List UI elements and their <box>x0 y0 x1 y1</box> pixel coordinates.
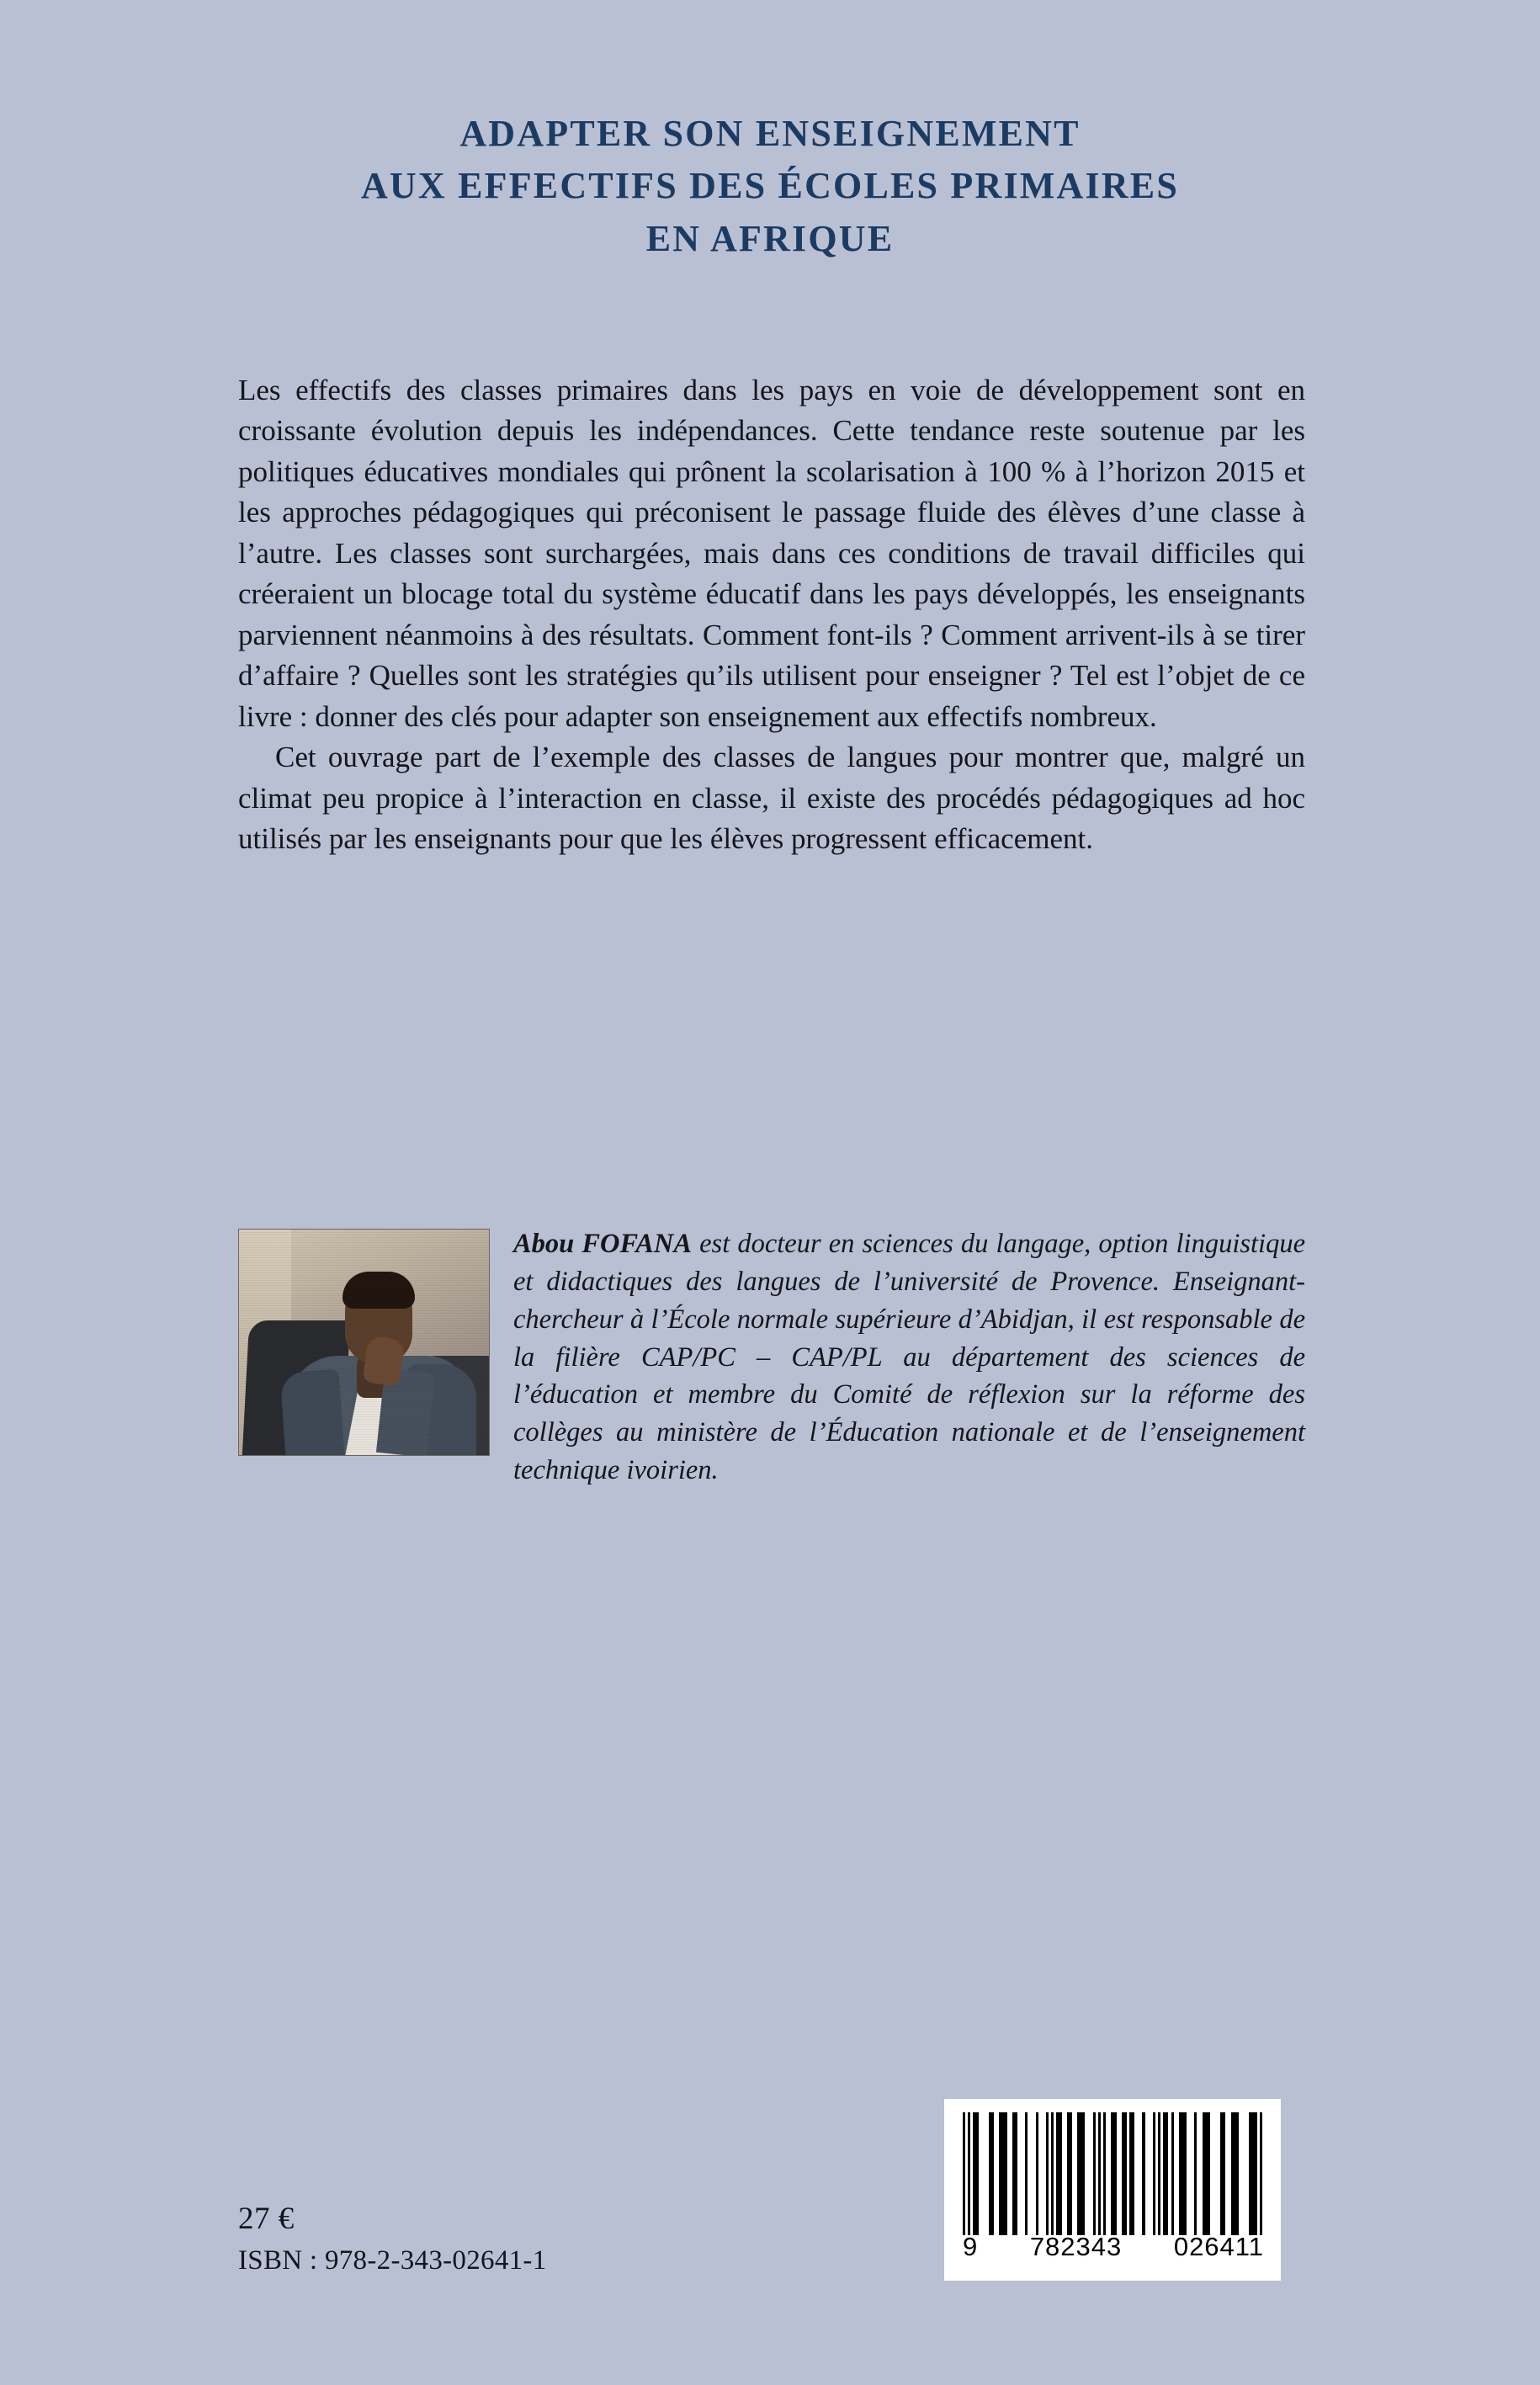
barcode-bars <box>963 2112 1262 2235</box>
title-line-3: EN AFRIQUE <box>645 217 895 259</box>
blurb-text <box>238 370 1305 860</box>
author-bio-block <box>238 1225 1305 1490</box>
photo-grain-overlay <box>239 1230 489 1455</box>
isbn-label: ISBN : 978-2-343-02641-1 <box>238 2245 547 2276</box>
price-label: 27 € <box>238 2202 295 2236</box>
author-bio-text: est docteur en sciences du langage, option linguistique et didactiques des langues de l’université de Provence. Enseignant-chercheur à l’École normale supérieure d’Abidjan, il est responsable de la filière CAP/PC – CAP/PL au département des sciences de l’éducation et membre du Comité de réflexion sur la réforme des collèges au ministère de l’Éducation nationale et de l’enseignement technique ivoirien. <box>513 1229 1305 1486</box>
title-line-1: ADAPTER SON ENSEIGNEMENT <box>459 113 1081 154</box>
title-line-2: AUX EFFECTIFS DES ÉCOLES PRIMAIRES <box>360 165 1180 207</box>
author-portrait-photo <box>238 1229 490 1456</box>
barcode-group-2: 026411 <box>1173 2232 1264 2261</box>
blurb-paragraph-1: Les effectifs des classes primaires dans les pays en voie de développement sont en croissante évolution depuis les indépendances. Cette tendance reste soutenue par les politiques éducatives mondiales qui prônent la scolarisation à 100 % à l’horizon 2015 et les approches pédagogiques qui préconisent le passage fluide des élèves d’une classe à l’autre. Les classes sont surchargées, mais dans ces conditions de travail difficiles qui créeraient un blocage total du système éducatif dans les pays développés, les enseignants parviennent néanmoins à des résultats. Comment font-ils ? Comment arrivent-ils à se tirer d’affaire ? Quelles sont les stratégies qu’ils utilisent pour enseigner ? Tel est l’objet de ce livre : donner des clés pour adapter son enseignement aux effectifs nombreux. <box>238 374 1305 733</box>
barcode-group-1: 782343 <box>1029 2232 1123 2261</box>
blurb-paragraph-2: Cet ouvrage part de l’exemple des classes de langues pour montrer que, malgré un climat peu propice à l’interaction en classe, il existe des procédés pédagogiques ad hoc utilisés par les enseignants pour que les élèves progressent efficacement. <box>238 741 1305 856</box>
author-name: Abou FOFANA <box>513 1229 693 1259</box>
page-title <box>0 108 1540 265</box>
barcode-digits <box>963 2232 1264 2262</box>
barcode <box>944 2099 1281 2281</box>
barcode-left-digit: 9 <box>963 2232 979 2261</box>
